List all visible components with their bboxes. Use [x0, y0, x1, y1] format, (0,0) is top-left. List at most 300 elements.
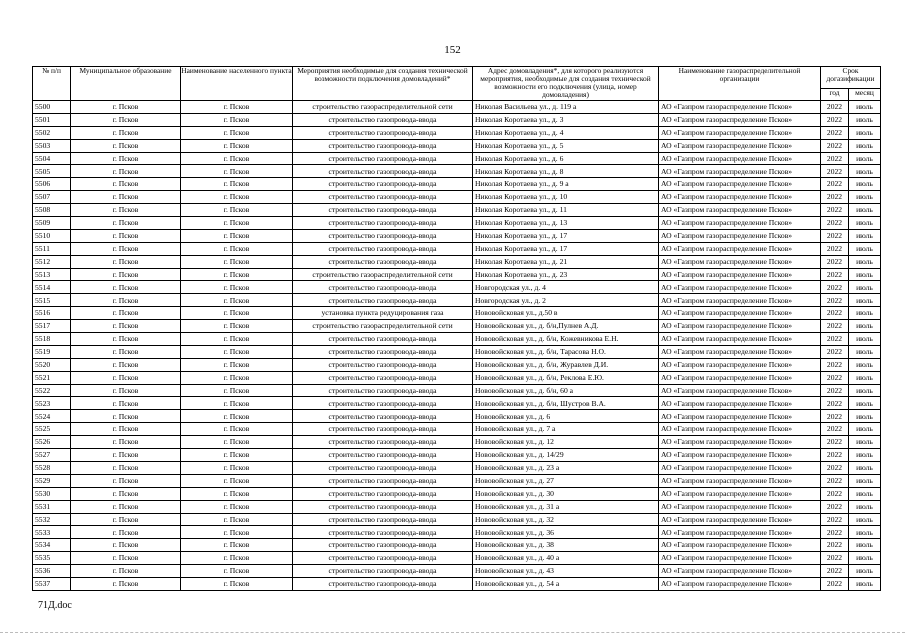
- cell-address: Нововойсковая ул., д. 7 а: [473, 423, 659, 436]
- table-row: [33, 101, 881, 114]
- cell-month: июль: [849, 101, 881, 114]
- cell-organization: АО «Газпром газораспределение Псков»: [659, 139, 821, 152]
- table-row: [33, 113, 881, 126]
- cell-year: 2022: [821, 152, 849, 165]
- cell-num: 5513: [33, 268, 71, 281]
- cell-measure: строительство газопровода-ввода: [293, 384, 473, 397]
- cell-municipality: г. Псков: [71, 333, 181, 346]
- cell-measure: строительство газораспределительной сети: [293, 268, 473, 281]
- scan-edge-line: [0, 632, 905, 633]
- cell-municipality: г. Псков: [71, 217, 181, 230]
- cell-municipality: г. Псков: [71, 552, 181, 565]
- cell-month: июль: [849, 229, 881, 242]
- table-row: [33, 217, 881, 230]
- cell-num: 5516: [33, 307, 71, 320]
- cell-municipality: г. Псков: [71, 565, 181, 578]
- cell-num: 5537: [33, 577, 71, 590]
- cell-address: Николая Коротаева ул., д. 5: [473, 139, 659, 152]
- cell-municipality: г. Псков: [71, 539, 181, 552]
- cell-year: 2022: [821, 423, 849, 436]
- cell-num: 5519: [33, 345, 71, 358]
- cell-measure: строительство газопровода-ввода: [293, 358, 473, 371]
- cell-month: июль: [849, 397, 881, 410]
- cell-num: 5515: [33, 294, 71, 307]
- cell-organization: АО «Газпром газораспределение Псков»: [659, 217, 821, 230]
- cell-measure: строительство газопровода-ввода: [293, 397, 473, 410]
- cell-num: 5504: [33, 152, 71, 165]
- cell-year: 2022: [821, 487, 849, 500]
- table-row: [33, 513, 881, 526]
- table-row: [33, 139, 881, 152]
- cell-address: Николая Коротаева ул., д. 6: [473, 152, 659, 165]
- cell-year: 2022: [821, 345, 849, 358]
- cell-num: 5507: [33, 191, 71, 204]
- cell-address: Нововойсковая ул., д. б/н, Тарасова Н.О.: [473, 345, 659, 358]
- cell-settlement: г. Псков: [181, 577, 293, 590]
- table-row: [33, 345, 881, 358]
- cell-year: 2022: [821, 126, 849, 139]
- cell-year: 2022: [821, 513, 849, 526]
- cell-settlement: г. Псков: [181, 165, 293, 178]
- cell-measure: строительство газопровода-ввода: [293, 565, 473, 578]
- cell-address: Николая Коротаева ул., д. 10: [473, 191, 659, 204]
- table-row: [33, 229, 881, 242]
- cell-organization: АО «Газпром газораспределение Псков»: [659, 539, 821, 552]
- cell-num: 5527: [33, 449, 71, 462]
- table-row: [33, 539, 881, 552]
- cell-address: Нововойсковая ул., д. 32: [473, 513, 659, 526]
- cell-month: июль: [849, 449, 881, 462]
- cell-settlement: г. Псков: [181, 487, 293, 500]
- cell-month: июль: [849, 526, 881, 539]
- cell-num: 5534: [33, 539, 71, 552]
- cell-measure: строительство газопровода-ввода: [293, 204, 473, 217]
- cell-organization: АО «Газпром газораспределение Псков»: [659, 165, 821, 178]
- cell-municipality: г. Псков: [71, 178, 181, 191]
- cell-measure: строительство газопровода-ввода: [293, 500, 473, 513]
- cell-num: 5528: [33, 461, 71, 474]
- cell-settlement: г. Псков: [181, 526, 293, 539]
- cell-address: Нововойсковая ул., д. б/н, Шустров В.А.: [473, 397, 659, 410]
- cell-num: 5520: [33, 358, 71, 371]
- cell-month: июль: [849, 242, 881, 255]
- cell-municipality: г. Псков: [71, 113, 181, 126]
- cell-measure: строительство газопровода-ввода: [293, 178, 473, 191]
- cell-organization: АО «Газпром газораспределение Псков»: [659, 229, 821, 242]
- cell-address: Николая Коротаева ул., д. 11: [473, 204, 659, 217]
- table-row: [33, 577, 881, 590]
- cell-settlement: г. Псков: [181, 345, 293, 358]
- cell-municipality: г. Псков: [71, 320, 181, 333]
- cell-month: июль: [849, 500, 881, 513]
- cell-year: 2022: [821, 294, 849, 307]
- cell-measure: строительство газопровода-ввода: [293, 577, 473, 590]
- cell-year: 2022: [821, 255, 849, 268]
- cell-organization: АО «Газпром газораспределение Псков»: [659, 474, 821, 487]
- cell-organization: АО «Газпром газораспределение Псков»: [659, 384, 821, 397]
- cell-organization: АО «Газпром газораспределение Псков»: [659, 461, 821, 474]
- cell-year: 2022: [821, 526, 849, 539]
- cell-month: июль: [849, 423, 881, 436]
- cell-num: 5524: [33, 410, 71, 423]
- cell-settlement: г. Псков: [181, 139, 293, 152]
- table-row: [33, 358, 881, 371]
- cell-address: Нововойсковая ул., д. 14/29: [473, 449, 659, 462]
- cell-measure: строительство газопровода-ввода: [293, 423, 473, 436]
- cell-measure: строительство газопровода-ввода: [293, 410, 473, 423]
- cell-address: Нововойсковая ул., д.50 в: [473, 307, 659, 320]
- footer-filename: 71Д.doc: [38, 600, 72, 611]
- cell-settlement: г. Псков: [181, 449, 293, 462]
- cell-measure: строительство газопровода-ввода: [293, 461, 473, 474]
- cell-month: июль: [849, 410, 881, 423]
- cell-measure: строительство газопровода-ввода: [293, 526, 473, 539]
- cell-measure: строительство газопровода-ввода: [293, 294, 473, 307]
- table-row: [33, 204, 881, 217]
- header-deadline: Срок догазификации: [821, 67, 881, 89]
- cell-measure: строительство газопровода-ввода: [293, 242, 473, 255]
- cell-measure: строительство газопровода-ввода: [293, 191, 473, 204]
- table-row: [33, 371, 881, 384]
- cell-month: июль: [849, 217, 881, 230]
- cell-municipality: г. Псков: [71, 577, 181, 590]
- cell-year: 2022: [821, 552, 849, 565]
- cell-num: 5502: [33, 126, 71, 139]
- cell-address: Нововойсковая ул., д. 30: [473, 487, 659, 500]
- cell-address: Нововойсковая ул., д. 27: [473, 474, 659, 487]
- table-row: [33, 320, 881, 333]
- cell-month: июль: [849, 281, 881, 294]
- cell-organization: АО «Газпром газораспределение Псков»: [659, 436, 821, 449]
- table-row: [33, 461, 881, 474]
- cell-month: июль: [849, 204, 881, 217]
- table-row: [33, 410, 881, 423]
- cell-organization: АО «Газпром газораспределение Псков»: [659, 500, 821, 513]
- cell-municipality: г. Псков: [71, 152, 181, 165]
- cell-num: 5536: [33, 565, 71, 578]
- cell-num: 5522: [33, 384, 71, 397]
- cell-organization: АО «Газпром газораспределение Псков»: [659, 126, 821, 139]
- page-number: 152: [444, 44, 461, 56]
- cell-year: 2022: [821, 410, 849, 423]
- cell-year: 2022: [821, 320, 849, 333]
- cell-settlement: г. Псков: [181, 101, 293, 114]
- cell-settlement: г. Псков: [181, 358, 293, 371]
- cell-settlement: г. Псков: [181, 500, 293, 513]
- cell-address: Николая Коротаева ул., д. 21: [473, 255, 659, 268]
- cell-settlement: г. Псков: [181, 539, 293, 552]
- cell-organization: АО «Газпром газораспределение Псков»: [659, 191, 821, 204]
- table-row: [33, 178, 881, 191]
- cell-organization: АО «Газпром газораспределение Псков»: [659, 255, 821, 268]
- header-address: Адрес домовладения*, для которого реализуются мероприятия, необходимые для создания технической возможности его подключения (улица, номер домовладения): [473, 67, 659, 101]
- cell-address: Николая Коротаева ул., д. 8: [473, 165, 659, 178]
- cell-settlement: г. Псков: [181, 333, 293, 346]
- cell-num: 5510: [33, 229, 71, 242]
- cell-municipality: г. Псков: [71, 242, 181, 255]
- cell-measure: строительство газораспределительной сети: [293, 101, 473, 114]
- cell-measure: строительство газопровода-ввода: [293, 152, 473, 165]
- cell-month: июль: [849, 268, 881, 281]
- cell-year: 2022: [821, 436, 849, 449]
- cell-organization: АО «Газпром газораспределение Псков»: [659, 204, 821, 217]
- cell-measure: строительство газопровода-ввода: [293, 345, 473, 358]
- cell-measure: установка пункта редуцирования газа: [293, 307, 473, 320]
- cell-municipality: г. Псков: [71, 294, 181, 307]
- cell-year: 2022: [821, 204, 849, 217]
- cell-settlement: г. Псков: [181, 320, 293, 333]
- header-settlement: Наименование населенного пункта: [181, 67, 293, 101]
- cell-year: 2022: [821, 384, 849, 397]
- cell-num: 5512: [33, 255, 71, 268]
- cell-num: 5535: [33, 552, 71, 565]
- cell-settlement: г. Псков: [181, 552, 293, 565]
- cell-measure: строительство газопровода-ввода: [293, 217, 473, 230]
- cell-settlement: г. Псков: [181, 281, 293, 294]
- table-row: [33, 307, 881, 320]
- cell-municipality: г. Псков: [71, 268, 181, 281]
- cell-month: июль: [849, 539, 881, 552]
- cell-measure: строительство газораспределительной сети: [293, 320, 473, 333]
- cell-year: 2022: [821, 358, 849, 371]
- cell-year: 2022: [821, 113, 849, 126]
- cell-settlement: г. Псков: [181, 423, 293, 436]
- cell-num: 5532: [33, 513, 71, 526]
- cell-address: Николая Коротаева ул., д. 4: [473, 126, 659, 139]
- cell-measure: строительство газопровода-ввода: [293, 165, 473, 178]
- cell-municipality: г. Псков: [71, 281, 181, 294]
- cell-month: июль: [849, 139, 881, 152]
- cell-settlement: г. Псков: [181, 371, 293, 384]
- cell-num: 5500: [33, 101, 71, 114]
- cell-measure: строительство газопровода-ввода: [293, 281, 473, 294]
- cell-measure: строительство газопровода-ввода: [293, 255, 473, 268]
- cell-organization: АО «Газпром газораспределение Псков»: [659, 397, 821, 410]
- cell-month: июль: [849, 126, 881, 139]
- cell-num: 5531: [33, 500, 71, 513]
- cell-organization: АО «Газпром газораспределение Псков»: [659, 152, 821, 165]
- cell-settlement: г. Псков: [181, 178, 293, 191]
- cell-month: июль: [849, 513, 881, 526]
- table-row: [33, 436, 881, 449]
- cell-address: Нововойсковая ул., д. б/н, Кожевникова Е.Н.: [473, 333, 659, 346]
- cell-year: 2022: [821, 474, 849, 487]
- cell-num: 5517: [33, 320, 71, 333]
- cell-year: 2022: [821, 101, 849, 114]
- cell-month: июль: [849, 577, 881, 590]
- table-row: [33, 423, 881, 436]
- cell-municipality: г. Псков: [71, 487, 181, 500]
- cell-municipality: г. Псков: [71, 474, 181, 487]
- cell-settlement: г. Псков: [181, 242, 293, 255]
- cell-settlement: г. Псков: [181, 126, 293, 139]
- header-year: год: [821, 89, 849, 101]
- table-row: [33, 449, 881, 462]
- cell-measure: строительство газопровода-ввода: [293, 371, 473, 384]
- cell-address: Нововойсковая ул., д. 6: [473, 410, 659, 423]
- cell-measure: строительство газопровода-ввода: [293, 436, 473, 449]
- cell-organization: АО «Газпром газораспределение Псков»: [659, 333, 821, 346]
- cell-organization: АО «Газпром газораспределение Псков»: [659, 113, 821, 126]
- cell-year: 2022: [821, 242, 849, 255]
- cell-year: 2022: [821, 229, 849, 242]
- cell-settlement: г. Псков: [181, 268, 293, 281]
- cell-num: 5503: [33, 139, 71, 152]
- cell-municipality: г. Псков: [71, 191, 181, 204]
- cell-settlement: г. Псков: [181, 204, 293, 217]
- cell-num: 5525: [33, 423, 71, 436]
- cell-municipality: г. Псков: [71, 255, 181, 268]
- cell-measure: строительство газопровода-ввода: [293, 139, 473, 152]
- cell-organization: АО «Газпром газораспределение Псков»: [659, 268, 821, 281]
- cell-year: 2022: [821, 281, 849, 294]
- cell-year: 2022: [821, 178, 849, 191]
- cell-num: 5506: [33, 178, 71, 191]
- cell-municipality: г. Псков: [71, 449, 181, 462]
- table-row: [33, 268, 881, 281]
- cell-settlement: г. Псков: [181, 410, 293, 423]
- table-row: [33, 255, 881, 268]
- cell-settlement: г. Псков: [181, 294, 293, 307]
- cell-address: Нововойсковая ул., д. 43: [473, 565, 659, 578]
- cell-organization: АО «Газпром газораспределение Псков»: [659, 178, 821, 191]
- cell-organization: АО «Газпром газораспределение Псков»: [659, 423, 821, 436]
- cell-measure: строительство газопровода-ввода: [293, 449, 473, 462]
- cell-settlement: г. Псков: [181, 217, 293, 230]
- cell-municipality: г. Псков: [71, 139, 181, 152]
- cell-settlement: г. Псков: [181, 565, 293, 578]
- cell-month: июль: [849, 307, 881, 320]
- cell-measure: строительство газопровода-ввода: [293, 113, 473, 126]
- cell-num: 5508: [33, 204, 71, 217]
- cell-municipality: г. Псков: [71, 461, 181, 474]
- cell-month: июль: [849, 474, 881, 487]
- cell-settlement: г. Псков: [181, 113, 293, 126]
- cell-num: 5521: [33, 371, 71, 384]
- cell-num: 5505: [33, 165, 71, 178]
- cell-month: июль: [849, 565, 881, 578]
- table-row: [33, 565, 881, 578]
- cell-address: Николая Коротаева ул., д. 13: [473, 217, 659, 230]
- cell-municipality: г. Псков: [71, 410, 181, 423]
- cell-organization: АО «Газпром газораспределение Псков»: [659, 358, 821, 371]
- cell-measure: строительство газопровода-ввода: [293, 474, 473, 487]
- cell-year: 2022: [821, 165, 849, 178]
- cell-num: 5518: [33, 333, 71, 346]
- cell-address: Нововойсковая ул., д. 23 а: [473, 461, 659, 474]
- cell-municipality: г. Псков: [71, 126, 181, 139]
- table-row: [33, 242, 881, 255]
- cell-month: июль: [849, 294, 881, 307]
- table-row: [33, 397, 881, 410]
- cell-municipality: г. Псков: [71, 500, 181, 513]
- cell-municipality: г. Псков: [71, 397, 181, 410]
- cell-month: июль: [849, 333, 881, 346]
- cell-municipality: г. Псков: [71, 384, 181, 397]
- cell-address: Нововойсковая ул., д. 40 а: [473, 552, 659, 565]
- cell-municipality: г. Псков: [71, 358, 181, 371]
- cell-address: Нововойсковая ул., д. б/н, Реклова Е.Ю.: [473, 371, 659, 384]
- cell-year: 2022: [821, 449, 849, 462]
- cell-organization: АО «Газпром газораспределение Псков»: [659, 294, 821, 307]
- cell-month: июль: [849, 320, 881, 333]
- gasification-table: [32, 66, 881, 591]
- cell-settlement: г. Псков: [181, 384, 293, 397]
- cell-address: Нововойсковая ул., д. б/н, Журавлев Д.И.: [473, 358, 659, 371]
- cell-address: Нововойсковая ул., д. 54 а: [473, 577, 659, 590]
- cell-year: 2022: [821, 577, 849, 590]
- cell-settlement: г. Псков: [181, 152, 293, 165]
- cell-organization: АО «Газпром газораспределение Псков»: [659, 577, 821, 590]
- cell-measure: строительство газопровода-ввода: [293, 333, 473, 346]
- cell-organization: АО «Газпром газораспределение Псков»: [659, 449, 821, 462]
- cell-settlement: г. Псков: [181, 397, 293, 410]
- cell-settlement: г. Псков: [181, 474, 293, 487]
- cell-year: 2022: [821, 191, 849, 204]
- cell-month: июль: [849, 191, 881, 204]
- table-row: [33, 333, 881, 346]
- cell-municipality: г. Псков: [71, 371, 181, 384]
- cell-address: Нововойсковая ул., д. б/н, 60 а: [473, 384, 659, 397]
- cell-organization: АО «Газпром газораспределение Псков»: [659, 410, 821, 423]
- cell-organization: АО «Газпром газораспределение Псков»: [659, 552, 821, 565]
- cell-municipality: г. Псков: [71, 513, 181, 526]
- cell-measure: строительство газопровода-ввода: [293, 539, 473, 552]
- cell-organization: АО «Газпром газораспределение Псков»: [659, 101, 821, 114]
- cell-year: 2022: [821, 307, 849, 320]
- cell-address: Николая Коротаева ул., д. 23: [473, 268, 659, 281]
- cell-settlement: г. Псков: [181, 191, 293, 204]
- cell-year: 2022: [821, 539, 849, 552]
- cell-settlement: г. Псков: [181, 436, 293, 449]
- cell-month: июль: [849, 152, 881, 165]
- cell-organization: АО «Газпром газораспределение Псков»: [659, 307, 821, 320]
- cell-month: июль: [849, 358, 881, 371]
- cell-settlement: г. Псков: [181, 255, 293, 268]
- cell-year: 2022: [821, 397, 849, 410]
- cell-address: Николая Коротаева ул., д. 3: [473, 113, 659, 126]
- table-row: [33, 152, 881, 165]
- cell-month: июль: [849, 461, 881, 474]
- cell-municipality: г. Псков: [71, 307, 181, 320]
- table-row: [33, 500, 881, 513]
- cell-month: июль: [849, 345, 881, 358]
- cell-municipality: г. Псков: [71, 229, 181, 242]
- cell-year: 2022: [821, 217, 849, 230]
- cell-measure: строительство газопровода-ввода: [293, 487, 473, 500]
- cell-address: Новгородская ул., д. 2: [473, 294, 659, 307]
- cell-num: 5530: [33, 487, 71, 500]
- header-num: № п/п: [33, 67, 71, 101]
- cell-organization: АО «Газпром газораспределение Псков»: [659, 242, 821, 255]
- cell-measure: строительство газопровода-ввода: [293, 513, 473, 526]
- cell-year: 2022: [821, 268, 849, 281]
- cell-municipality: г. Псков: [71, 101, 181, 114]
- header-measures: Мероприятия необходимые для создания технической возможности подключения домовладений*: [293, 67, 473, 101]
- cell-organization: АО «Газпром газораспределение Псков»: [659, 281, 821, 294]
- table-row: [33, 526, 881, 539]
- cell-municipality: г. Псков: [71, 526, 181, 539]
- cell-address: Нововойсковая ул., д. б/н,Пулнев А.Д.: [473, 320, 659, 333]
- cell-year: 2022: [821, 565, 849, 578]
- cell-month: июль: [849, 552, 881, 565]
- cell-organization: АО «Газпром газораспределение Псков»: [659, 320, 821, 333]
- cell-address: Нововойсковая ул., д. 12: [473, 436, 659, 449]
- cell-num: 5523: [33, 397, 71, 410]
- cell-num: 5514: [33, 281, 71, 294]
- table-row: [33, 487, 881, 500]
- cell-organization: АО «Газпром газораспределение Псков»: [659, 345, 821, 358]
